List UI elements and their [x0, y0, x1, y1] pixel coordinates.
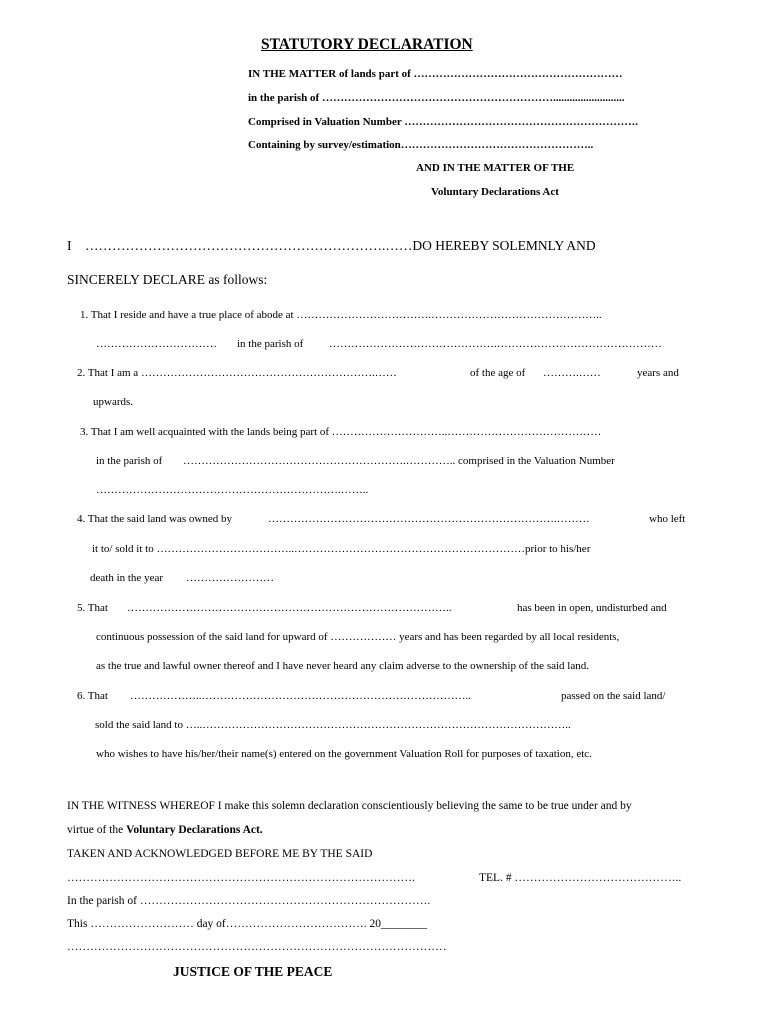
clause-6-name-dots: ………………..………………………………………………………………..: [130, 690, 471, 702]
clause-1-line-1: 1. That I reside and have a true place of abode at ……………………………….………………………………………..: [80, 309, 602, 321]
clause-4-death-year-label: death in the year: [90, 572, 163, 584]
declarant-name-line: ………………………………………………………….……DO HEREBY SOLEMNLY AND: [85, 238, 596, 253]
valuation-number-line: Comprised in Valuation Number ……………………………………………………….: [248, 116, 639, 128]
clause-6-line-3: who wishes to have his/her/their name(s) entered on the government Valuation Roll for purposes of taxation, etc.: [96, 748, 592, 760]
clause-2-upwards: upwards.: [93, 396, 134, 408]
telephone-line: TEL. # ……………………………………..: [479, 872, 682, 884]
declarant-signature-dots: ……………………………………………………………………………….: [67, 872, 415, 884]
witness-line-2: [67, 824, 263, 836]
matter-lands-line: IN THE MATTER of lands part of …………………………………………………: [248, 68, 623, 80]
parish-line: in the parish of ………………………………………………………..........................: [248, 92, 625, 104]
witness-line-2-prefix: virtue of the: [67, 824, 124, 836]
clause-4-who-left: who left: [649, 513, 686, 525]
clause-4-line-1: 4. That the said land was owned by: [77, 513, 232, 525]
clause-3-line-1: 3. That I am well acquainted with the lands being part of …………………………..……………………………………: [80, 426, 602, 438]
document-title: STATUTORY DECLARATION: [261, 36, 473, 53]
and-in-the-matter-line: AND IN THE MATTER OF THE: [416, 162, 575, 174]
clause-2-years-and: years and: [637, 367, 679, 379]
clause-2-age-label: of the age of: [470, 367, 526, 379]
clause-6-line-2: sold the said land to …..………………………………………………………………………………………..: [95, 719, 571, 731]
declare-follows-line: SINCERELY DECLARE as follows:: [67, 272, 268, 287]
clause-4-line-2: it to/ sold it to ………………………………..………………………………………………………prior to his/her: [92, 543, 591, 555]
clause-2-line-1: 2. That I am a ……………………………………………………….……: [77, 367, 397, 379]
clause-4-owner-dots: …………………………………………………………………….………: [268, 513, 590, 525]
act-name-line: Voluntary Declarations Act: [431, 186, 559, 198]
clause-2-age-dots: ……….……: [543, 367, 601, 379]
clause-5-line-1-end: has been in open, undisturbed and: [517, 602, 667, 614]
clause-5-name-dots: ……………………………………………………………………………..: [127, 602, 452, 614]
clause-5-line-2: continuous possession of the said land for upward of ……………… years and has been regarded by all local residents,: [96, 631, 620, 643]
clause-5-number: 5. That: [77, 602, 108, 614]
clause-4-death-year-dots: ……………………: [186, 572, 274, 584]
clause-1-parish-label: in the parish of: [237, 338, 304, 350]
witness-line-1: IN THE WITNESS WHEREOF I make this solemn declaration conscientiously believing the same to be true under and by: [67, 800, 632, 812]
clause-6-line-1-end: passed on the said land/: [561, 690, 666, 702]
clause-3-parish-label: in the parish of: [96, 455, 163, 467]
witness-parish-line: In the parish of ………………………………………………………………….: [67, 895, 431, 907]
clause-5-line-3: as the true and lawful owner thereof and I have never heard any claim adverse to the ownership of the said land.: [96, 660, 589, 672]
declarant-i: I: [67, 238, 72, 253]
jp-signature-dots: ………………………………………………………………………………………: [67, 941, 447, 953]
clause-1-parish-dots: ……………………………………….………………………………………: [329, 338, 662, 350]
taken-acknowledged-line: TAKEN AND ACKNOWLEDGED BEFORE ME BY THE SAID: [67, 848, 373, 860]
justice-of-the-peace-label: JUSTICE OF THE PEACE: [173, 964, 333, 979]
witness-act-name: Voluntary Declarations Act.: [126, 824, 263, 836]
clause-6-number: 6. That: [77, 690, 108, 702]
clause-3-line-3: ………………………………………………………….……..: [96, 484, 369, 496]
clause-1-dots: ……………………………: [96, 338, 217, 350]
clause-3-line-2: …………………………………………………….………….. comprised in the Valuation Number: [183, 455, 615, 467]
date-line: This ……………………… day of………………………………. 20________: [67, 918, 428, 930]
survey-estimation-line: Containing by survey/estimation……………………………………………..: [248, 139, 594, 151]
